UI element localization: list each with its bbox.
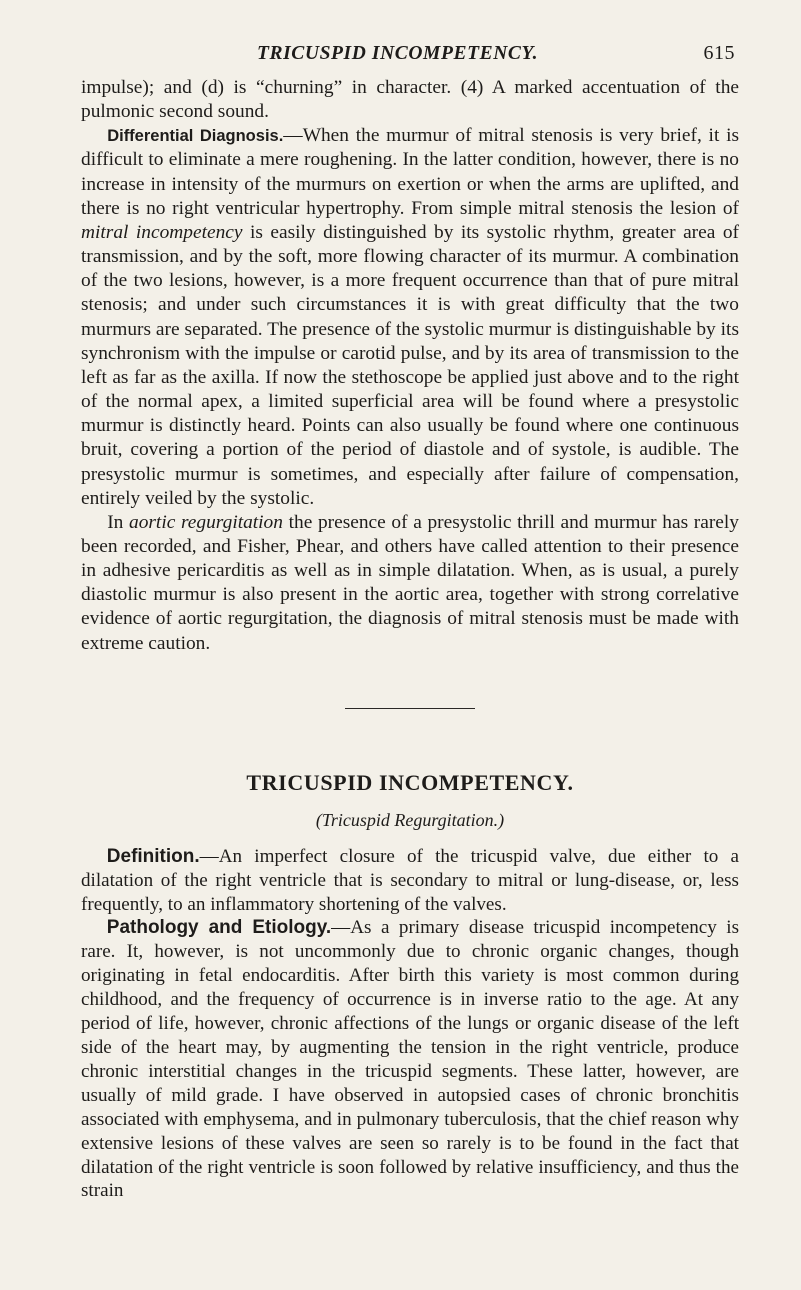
section-subtitle: (Tricuspid Regurgitation.) (315, 809, 505, 830)
pathology-heading: Pathology and Etiology. (106, 917, 332, 939)
aortic-text: the presence of a presystolic thrill and murmur has rarely been recorded, and Fisher, Phear, and others have called attention to their presence in adhesive pericarditis as well as in simple dilatation. When, as is usual, a purely diastolic murmur is also present in the aortic area, together with strong correlative evidence of aortic regurgitation, the diagnosis of mitral stenosis must be made with extreme caution. (81, 511, 739, 654)
running-header-title: TRICUSPID INCOMPETENCY. (257, 43, 539, 64)
opening-paragraph: impulse); and (d) is “churning” in character. (4) A marked accentuation of the pulmonic second sound. (81, 77, 739, 123)
mitral-stenosis-continuation (81, 76, 739, 656)
running-header (81, 0, 739, 76)
section-divider (345, 708, 475, 709)
differential-diagnosis-heading: Differential Diagnosis. (107, 127, 284, 146)
mitral-incompetency-term: mitral incompetency (81, 221, 243, 243)
definition-paragraph (81, 845, 739, 917)
differential-text-1: —When the murmur of mitral stenosis is very brief, it is difficult to eliminate a mere roughening. In the latter condition, however, there is no increase in intensity of the murmurs on exertion or when the arms are uplifted, and there is no right ventricular hypertrophy. From simple mitral stenosis the lesion of (81, 125, 740, 219)
pathology-paragraph (81, 916, 739, 1203)
differential-diagnosis-paragraph (81, 124, 739, 511)
definition-text: —An imperfect closure of the tricuspid valve, due either to a dilatation of the right ventricle that is secondary to mitral or lung-disease, or, less frequently, to an inflammatory shortening of the valves. (81, 845, 739, 915)
aortic-regurgitation-term: aortic regurgitation (129, 511, 283, 533)
page-number: 615 (703, 42, 735, 64)
definition-heading: Definition. (106, 845, 200, 867)
aortic-prefix: In (107, 511, 129, 533)
aortic-regurgitation-paragraph (81, 511, 739, 656)
section-title: TRICUSPID INCOMPETENCY. (246, 769, 574, 795)
differential-text-2: is easily distinguished by its systolic rhythm, greater area of transmission, and by the soft, more flowing character of its murmur. A combination of the two lesions, however, is a more frequent occurrence than that of pure mitral stenosis; and under such circumstances it is with great difficulty that the two murmurs are separated. The presence of the systolic murmur is distinguishable by its synchronism with the impulse or carotid pulse, and by its area of transmission to the left as far as the axilla. If now the stethoscope be applied just above and to the right of the normal apex, a limited superficial area will be found where a presystolic murmur is distinctly heard. Points can also usually be found where one continuous bruit, covering a portion of the period of diastole and of systole, is audible. The presystolic murmur is sometimes, and especially after failure of compensation, entirely veiled by the systolic. (81, 221, 739, 509)
tricuspid-section-body (81, 845, 739, 1204)
pathology-text: —As a primary disease tricuspid incompetency is rare. It, however, is not uncommonly due to chronic organic changes, though originating in fetal endocarditis. After birth this variety is most common during childhood, and the frequency of occurrence is in inverse ratio to the age. At any period of life, however, chronic affections of the lungs or organic disease of the left side of the heart may, by augmenting the tension in the right ventricle, produce chronic interstitial changes in the tricuspid segments. These latter, however, are usually of mild grade. I have observed in autopsied cases of chronic bronchitis associated with emphysema, and in pulmonary tuberculosis, that the chief reason why extensive lesions of these valves are seen so rarely is to be found in the fact that dilatation of the right ventricle is soon followed by relative insufficiency, and thus the strain (81, 917, 740, 1202)
